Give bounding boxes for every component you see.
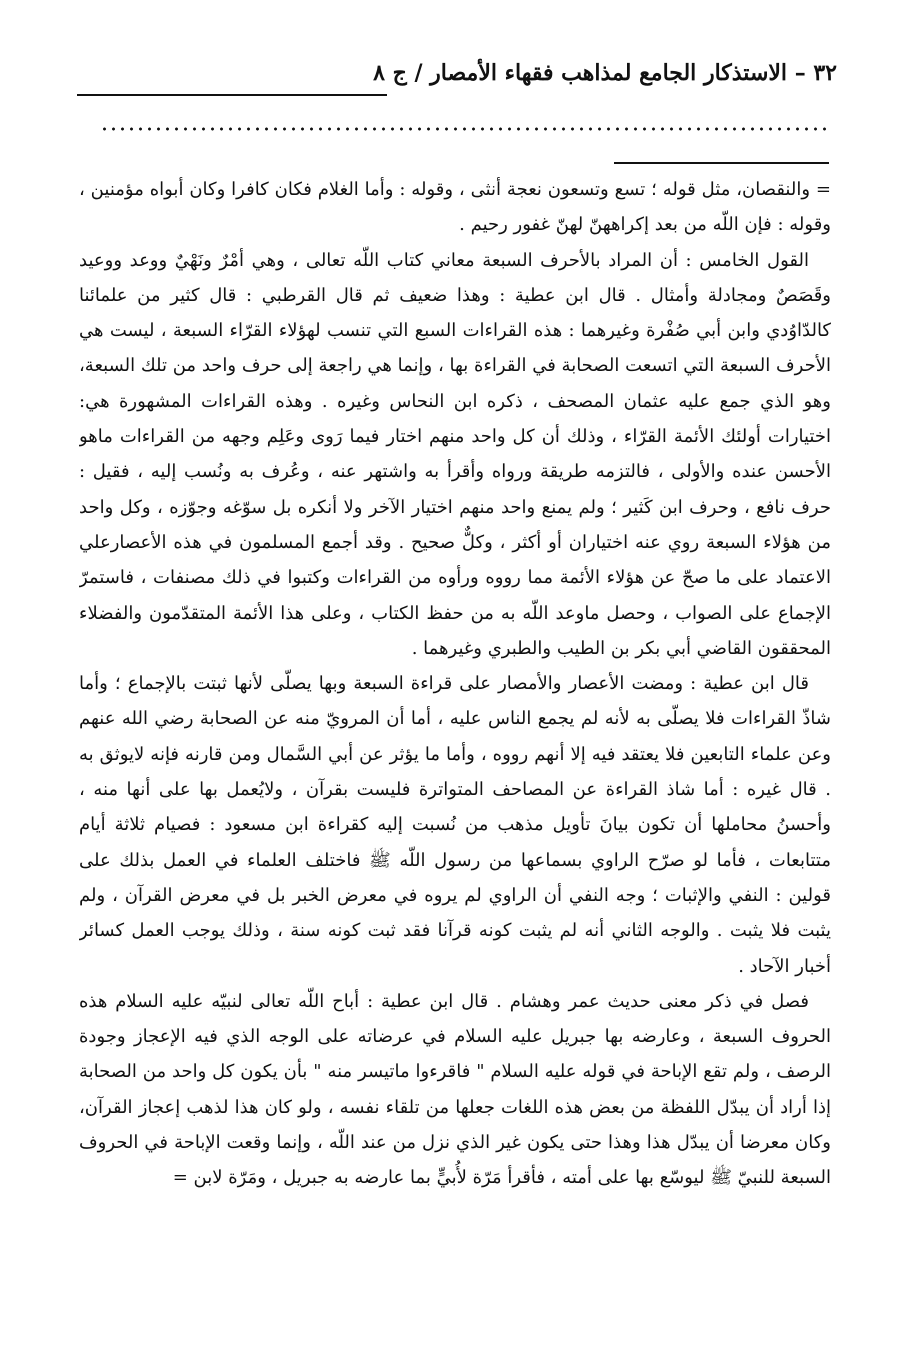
header-rule xyxy=(77,94,387,96)
paragraph: القول الخامس : أن المراد بالأحرف السبعة معاني كتاب اللّه تعالى ، وهي أمْرٌ ونَهْيٌ ووعد ووعيد وقَصَصٌ ومجادلة وأمثال . قال ابن عطية : وهذا ضعيف ثم قال القرطبي : قال كثير من علمائنا كالدّاوُدي وابن أبي صُفْرة وغيرهما : هذه القراءات السبع التي تنسب لهؤلاء القرّاء السبعة ، ليست هي الأحرف السبعة التي اتسعت الصحابة في القراءة بها ، وإنما هي راجعة إلى حرف واحد من تلك السبعة، وهو الذي جمع عليه عثمان المصحف ، ذكره ابن النحاس وغيره . وهذه القراءات المشهورة هي: اختيارات أولئك الأئمة القرّاء ، وذلك أن كل واحد منهم اختار فيما رَوى وعَلِم وجهه من القراءات ماهو الأحسن عنده والأولى ، فالتزمه طريقة ورواه وأقرأ به واشتهر عنه ، وعُرف به ونُسب إليه ، فقيل : حرف نافع ، وحرف ابن كَثير ؛ ولم يمنع واحد منهم اختيار الآخر ولا أنكره بل سوّغه وجوّزه ، وكل واحد من هؤلاء السبعة روي عنه اختياران أو أكثر ، وكلٌّ صحيح . وقد أجمع المسلمون في هذه الأعصارعلي الاعتماد على ما صحّ عن هؤلاء الأئمة مما رووه ورأوه من القراءات وكتبوا في ذلك مصنفات ، فاستمرّ الإجماع على الصواب ، وحصل ماوعد اللّه به من حفظ الكتاب ، وعلى هذا الأئمة المتقدّمون والفضلاء المحققون القاضي أبي بكر بن الطيب والطبري وغيرهما . xyxy=(79,249,831,659)
paragraph: فصل في ذكر معنى حديث عمر وهشام . قال ابن عطية : أباح اللّه تعالى لنبيّه عليه السلام هذه الحروف السبعة ، وعارضه بها جبريل عليه السلام في عرضاته على الوجه الذي فيه الإعجاز وجودة الرصف ، ولم تقع الإباحة في قوله عليه السلام " فاقرءوا ماتيسر منه " بأن يكون كل واحد من الصحابة إذا أراد أن يبدّل اللفظة من بعض هذه اللغات جعلها من تلقاء نفسه ، ولو كان هذا لذهب إعجاز القرآن، وكان معرضا أن يبدّل هذا وهذا حتى يكون غير الذي نزل من عند اللّه ، وإنما وقعت الإباحة في الحروف السبعة للنبيّ ﷺ ليوسّع بها على أمته ، فأقرأ مَرّة لأُبيٍّ بما عارضه به جبريل ، ومَرّة لابن = xyxy=(79,990,831,1189)
paragraph: = والنقصان، مثل قوله ؛ تسع وتسعون نعجة أنثى ، وقوله : وأما الغلام فكان كافرا وكان أبواه مؤمنين ، وقوله : فإن اللّه من بعد إكراههنّ لهنّ غفور رحيم . xyxy=(79,179,831,236)
dotted-separator xyxy=(100,122,830,136)
running-header xyxy=(77,60,837,100)
paragraph: قال ابن عطية : ومضت الأعصار والأمصار على قراءة السبعة وبها يصلّى لأنها ثبتت بالإجماع ؛ وأما شاذّ القراءات فلا يصلّى به لأنه لم يجمع الناس عليه ، أما أن المرويّ منه عن الصحابة رضي الله عنهم وعن علماء التابعين فلا يعتقد فيه إلا أنهم رووه ، وأما ما يؤثر عن أبي السَّمال ومن قارنه فإنه لايوثق به . قال غيره : أما شاذ القراءة عن المصاحف المتواترة فليست بقرآن ، ولايُعمل بها على أنها منه ، وأحسنُ محاملها أن تكون بيانَ تأويل مذهب من نُسبت إليه كقراءة ابن مسعود : فصيام ثلاثة أيام متتابعات ، فأما لو صرّح الراوي بسماعها من رسول اللّه ﷺ فاختلف العلماء في العمل بذلك على قولين : النفي والإثبات ؛ وجه النفي أن الراوي لم يروه في معرض الخبر بل في معرض القرآن ، ولم يثبت فلا يثبت . والوجه الثاني أنه لم يثبت كونه قرآنا فقد ثبت كونه سنة ، وذلك يوجب العمل كسائر أخبار الآحاد . xyxy=(79,673,831,977)
body-text xyxy=(79,172,831,1357)
footnote-rule xyxy=(614,162,829,164)
header-title: ٣٢ – الاستذكار الجامع لمذاهب فقهاء الأمصار / ج ٨ xyxy=(373,60,837,86)
